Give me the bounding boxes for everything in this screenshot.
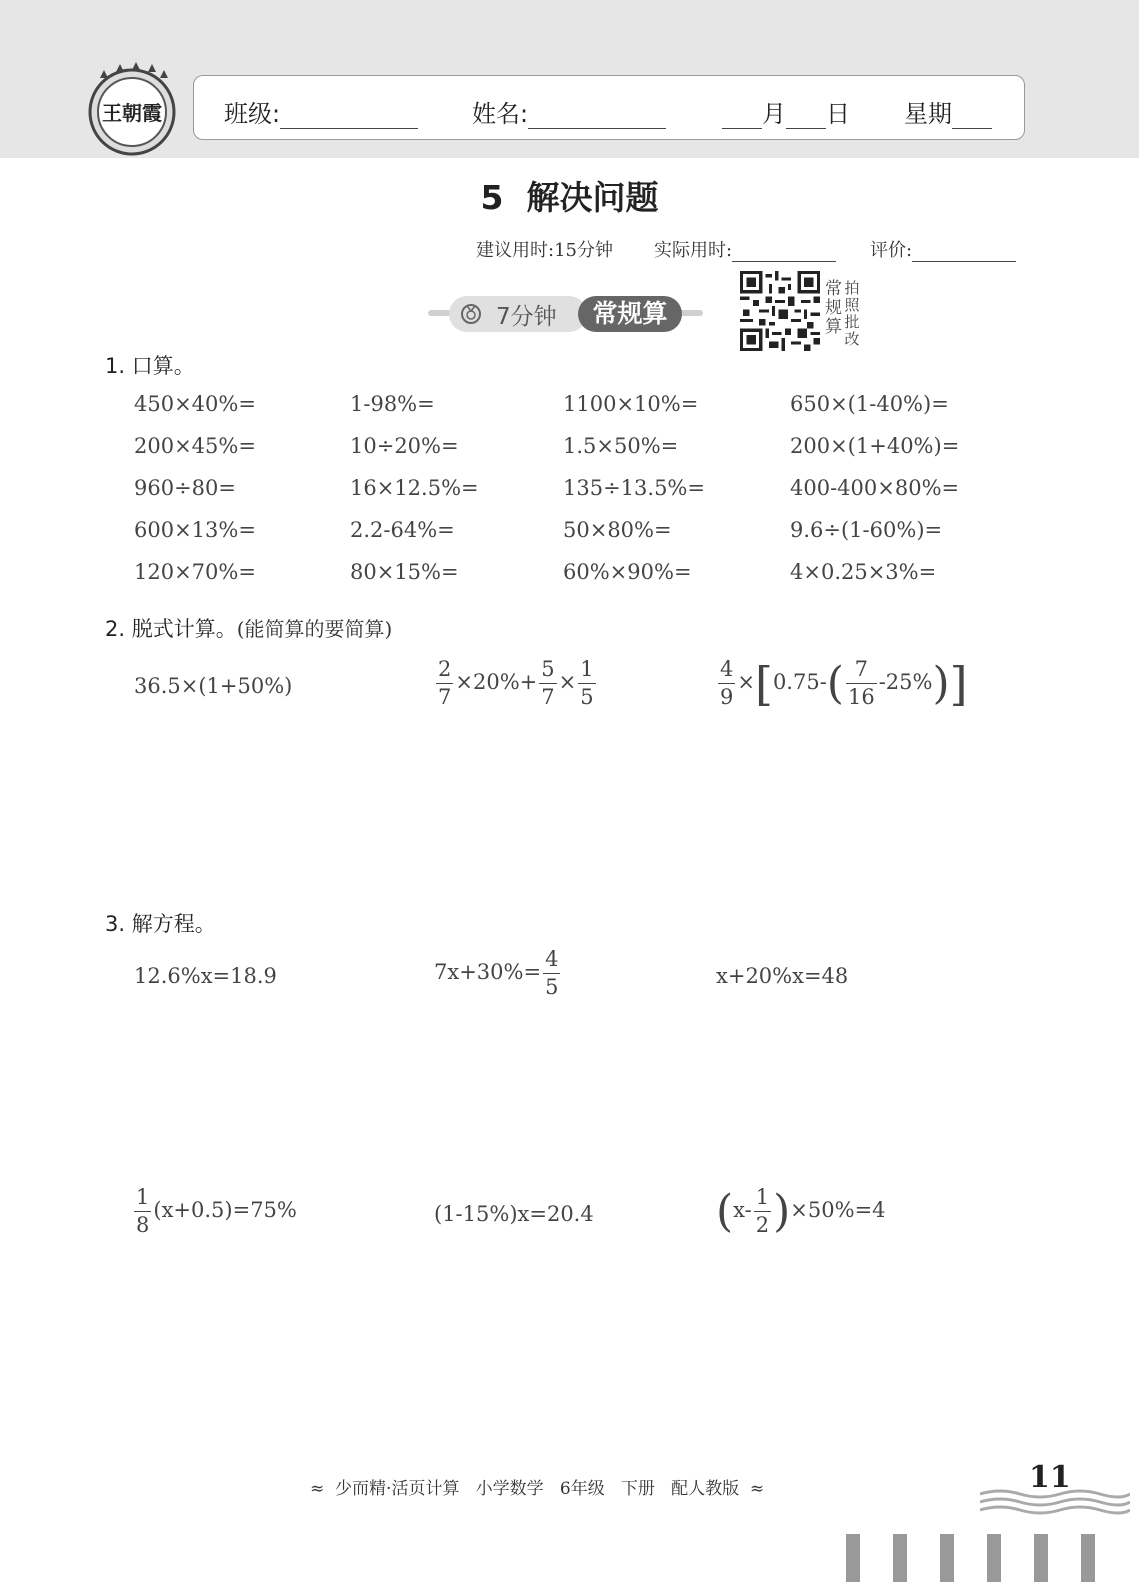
page-title: 5 解决问题: [480, 178, 659, 217]
q3-expr-6: [716, 1187, 886, 1236]
weekday-field[interactable]: [904, 94, 992, 129]
q3-expr-3: x+20%x=48: [716, 964, 849, 988]
actual-time-label: 实际用时:: [654, 240, 733, 261]
q2-note: (能简算的要简算): [236, 617, 393, 641]
q3-e6-frac: $\frac{1}{2}$: [755, 1185, 770, 1237]
q1-r5-c2: 80×15%=: [350, 560, 459, 584]
q2-expr-1: 36.5×(1+50%): [134, 674, 293, 698]
q3-expr-4: [132, 1187, 297, 1236]
q3-heading: 3. 解方程。: [105, 912, 216, 936]
actual-time-field[interactable]: [654, 236, 836, 262]
q2-e3-frac-2: $\frac{7}{16}$: [847, 657, 875, 709]
q3-expr-1: 12.6%x=18.9: [134, 964, 277, 988]
q1-r4-c3: 50×80%=: [563, 518, 672, 542]
rating-label: 评价:: [870, 240, 913, 261]
page-number: 11: [1029, 1460, 1071, 1495]
class-field[interactable]: [224, 94, 418, 129]
q2-e2-frac-1: $\frac{2}{7}$: [438, 657, 452, 709]
rating-field[interactable]: [870, 236, 1016, 262]
q2-e3-b: -25%: [878, 670, 933, 694]
q2-e3-op: ×: [737, 670, 755, 694]
right-paren: ): [932, 657, 950, 709]
q1-r5-c4: 4×0.25×3%=: [790, 560, 937, 584]
q1-r3-c3: 135÷13.5%=: [563, 476, 705, 500]
medal-icon: [459, 302, 483, 326]
q1-r3-c4: 400-400×80%=: [790, 476, 960, 500]
q1-heading: 1. 口算。: [105, 354, 195, 378]
q3-e6-post: ×50%=4: [790, 1198, 886, 1222]
publisher-logo: [84, 60, 180, 156]
student-info-box: [193, 75, 1025, 140]
month-label: 月: [762, 100, 786, 128]
q1-r5-c1: 120×70%=: [134, 560, 256, 584]
q1-r4-c2: 2.2-64%=: [350, 518, 455, 542]
q2-e2-frac-3: $\frac{1}{5}$: [580, 657, 594, 709]
left-paren: (: [716, 1185, 734, 1237]
left-paren: (: [826, 657, 844, 709]
q1-r2-c4: 200×(1+40%)=: [790, 434, 960, 458]
q3-expr-5: (1-15%)x=20.4: [434, 1202, 594, 1226]
day-label: 日: [826, 100, 850, 128]
left-bracket: [: [754, 656, 773, 711]
q2-heading: [105, 613, 392, 643]
q1-r3-c2: 16×12.5%=: [350, 476, 479, 500]
q2-expr-2: [434, 659, 598, 708]
q3-e2-pre: 7x+30%=: [434, 960, 542, 984]
q1-r1-c2: 1-98%=: [350, 392, 435, 416]
qr-caption-main: 常规算: [825, 279, 842, 337]
date-field[interactable]: [722, 94, 850, 129]
q2-e3-frac-1: $\frac{4}{9}$: [720, 657, 734, 709]
q1-r1-c3: 1100×10%=: [563, 392, 699, 416]
time-badge-text: 7分钟: [496, 304, 557, 330]
q1-r4-c4: 9.6÷(1-60%)=: [790, 518, 943, 542]
q2-e2-mid: ×20%+: [455, 670, 538, 694]
footer-text: ≈ 少而精·活页计算 小学数学 6年级 下册 配人教版 ≈: [310, 1479, 765, 1499]
binding-bars: [0, 1530, 1139, 1582]
q2-e2-op: ×: [558, 670, 577, 694]
qr-caption-sub: 拍照批改: [844, 279, 860, 348]
q1-r1-c1: 450×40%=: [134, 392, 256, 416]
qr-code-icon[interactable]: [740, 271, 820, 351]
q3-e6-pre: x-: [733, 1198, 752, 1222]
svg-text:王朝霞: 王朝霞: [102, 101, 162, 125]
q1-r2-c2: 10÷20%=: [350, 434, 459, 458]
q2-heading-text: 2. 脱式计算。: [105, 617, 237, 641]
wave-decoration: [980, 1486, 1130, 1520]
q3-expr-2: [434, 949, 562, 998]
q1-r4-c1: 600×13%=: [134, 518, 256, 542]
q1-r5-c3: 60%×90%=: [563, 560, 692, 584]
name-label: 姓名:: [472, 100, 529, 128]
q1-r2-c3: 1.5×50%=: [563, 434, 679, 458]
q2-e2-frac-2: $\frac{5}{7}$: [541, 657, 555, 709]
weekday-label: 星期: [904, 100, 952, 128]
q2-e3-a: 0.75-: [772, 670, 827, 694]
q2-expr-3: [716, 656, 968, 711]
right-bracket: ]: [949, 656, 968, 711]
name-field[interactable]: [472, 94, 666, 129]
q3-e4-post: (x+0.5)=75%: [153, 1198, 297, 1222]
q1-r1-c4: 650×(1-40%)=: [790, 392, 949, 416]
q3-e4-frac: $\frac{1}{8}$: [136, 1185, 150, 1237]
q3-e2-frac: $\frac{4}{5}$: [545, 947, 559, 999]
right-paren: ): [773, 1185, 791, 1237]
q1-r3-c1: 960÷80=: [134, 476, 236, 500]
suggested-time: 建议用时:15分钟: [476, 240, 613, 261]
q1-r2-c1: 200×45%=: [134, 434, 256, 458]
category-badge: 常规算: [578, 296, 682, 332]
class-label: 班级:: [224, 100, 281, 128]
